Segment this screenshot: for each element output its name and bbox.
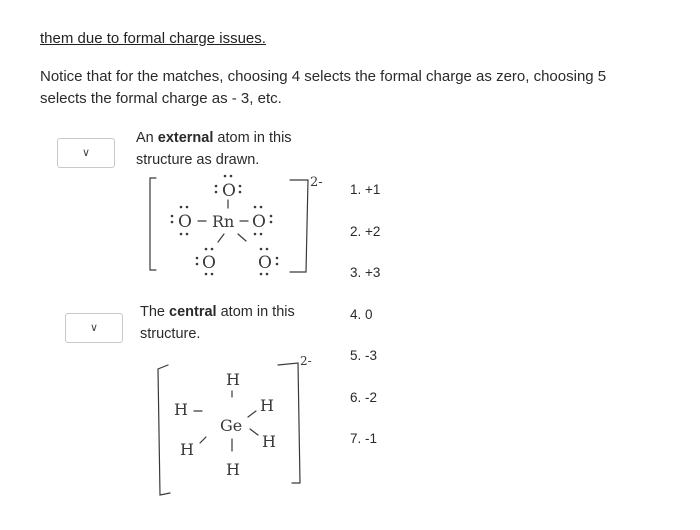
chevron-down-icon: ∨	[81, 146, 91, 159]
prompt-text: An	[136, 130, 158, 146]
bond-line	[248, 411, 256, 417]
prompt-text: atom in this structure as drawn.	[136, 130, 292, 168]
question-1-prompt	[136, 127, 326, 171]
chevron-down-icon: ∨	[89, 321, 99, 334]
center-atom-label: Ge	[220, 416, 243, 435]
atom-label: O	[258, 253, 272, 273]
prompt-emphasis: central	[169, 304, 217, 320]
structure-drawing-2	[150, 355, 330, 505]
prompt-text: atom in this structure.	[140, 304, 295, 342]
atom-label: H	[262, 432, 276, 451]
bracket-left	[158, 365, 170, 495]
atom-label: H	[180, 440, 194, 459]
option-item: 2. +2	[350, 223, 381, 239]
bond-line	[238, 234, 246, 241]
bracket-right	[278, 363, 300, 483]
option-item: 3. +3	[350, 265, 381, 280]
option-item: 6. -2	[350, 389, 378, 405]
option-item: 1. +1	[350, 182, 381, 197]
answer-options-list	[350, 180, 380, 471]
structure-drawing-1	[140, 170, 340, 280]
answer-select-2[interactable]	[65, 313, 123, 343]
atom-label: O	[178, 212, 192, 232]
prompt-text: The	[140, 304, 170, 320]
atom-label: H	[260, 396, 274, 415]
bracket-right	[290, 180, 308, 272]
atom-label: O	[202, 253, 216, 273]
bond-line	[250, 429, 258, 435]
instructions-text: Notice that for the matches, choosing 4 selects the formal charge as zero, choosing 5 selects the formal charge as - 3, etc.	[40, 68, 607, 107]
bond-line	[218, 234, 224, 242]
option-item: 5. -3	[350, 348, 378, 363]
section-heading: them due to formal charge issues.	[40, 30, 266, 47]
option-item: 4. 0	[350, 306, 373, 322]
atom-label: O	[222, 181, 236, 201]
question-2-prompt	[140, 301, 330, 345]
atom-label: H	[226, 460, 240, 479]
charge-label: 2-	[310, 175, 323, 190]
center-atom-label: Rn	[212, 212, 235, 231]
charge-label: 2-	[300, 354, 312, 368]
bracket-left	[150, 178, 156, 270]
prompt-emphasis: external	[157, 130, 214, 146]
option-item: 7. -1	[350, 431, 378, 446]
answer-select-1[interactable]	[57, 138, 115, 168]
bond-line	[200, 437, 206, 443]
atom-label: H	[226, 370, 240, 389]
atom-label: O	[252, 212, 266, 232]
atom-label: H	[174, 400, 188, 419]
